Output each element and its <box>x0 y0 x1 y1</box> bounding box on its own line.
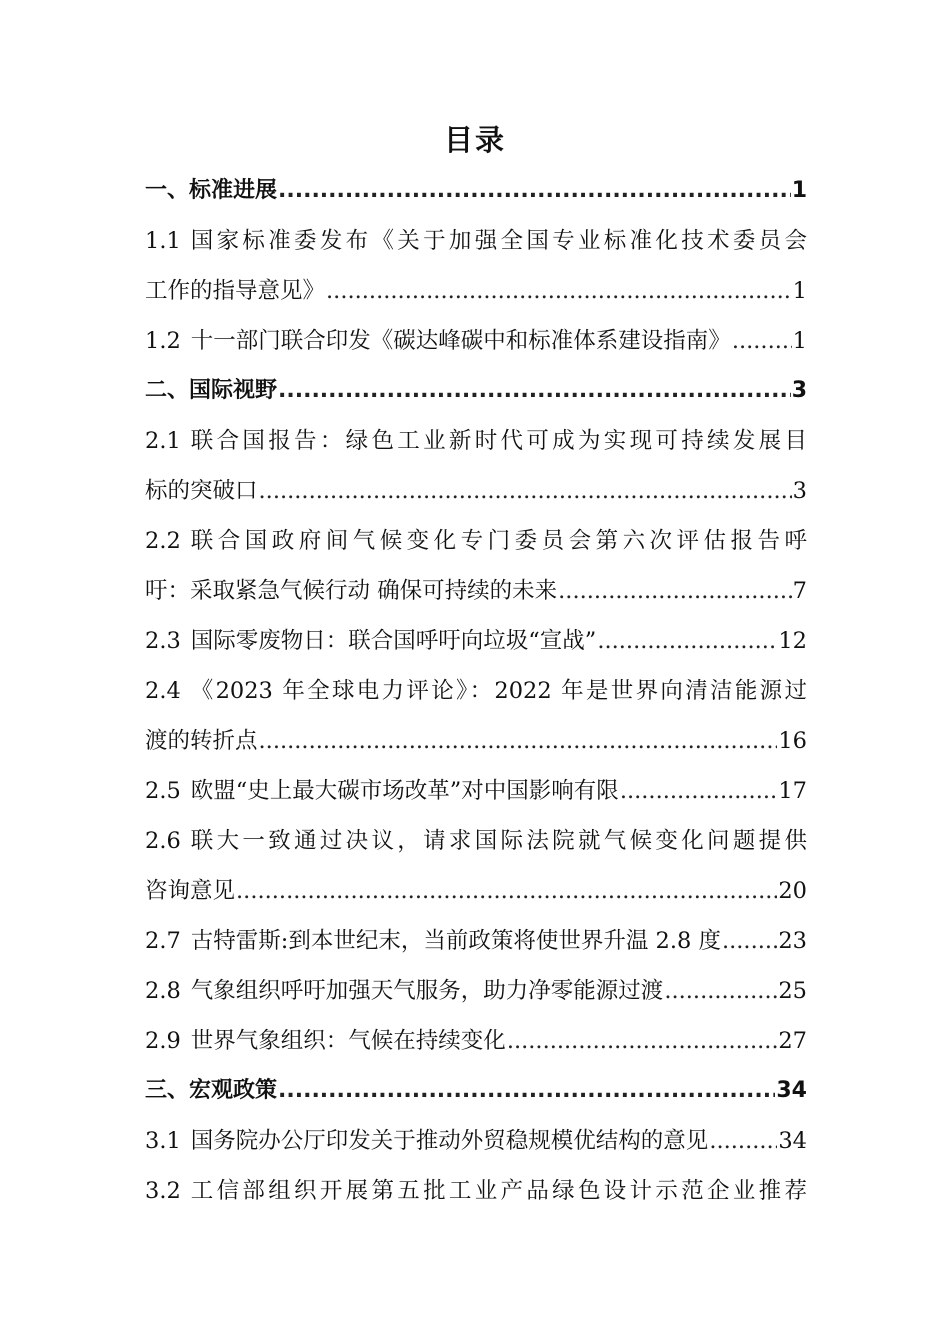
toc-page-number: 3 <box>791 378 807 403</box>
toc-entry-continuation[interactable] <box>145 866 807 916</box>
toc-entry-title: 欧盟“史上最大碳市场改革”对中国影响有限 <box>190 778 619 804</box>
toc-page-number: 1 <box>792 328 807 354</box>
toc-section-entry[interactable] <box>145 366 807 416</box>
toc-entry[interactable] <box>145 616 807 666</box>
toc-page-number: 17 <box>778 778 807 804</box>
toc-entry-title: 联合国报告：绿色工业新时代可成为实现可持续发展目 <box>190 428 807 454</box>
toc-entry[interactable] <box>145 816 807 866</box>
toc-entry[interactable] <box>145 916 807 966</box>
toc-dot-leader <box>722 916 777 966</box>
toc-entry[interactable] <box>145 1016 807 1066</box>
toc-entry-title: 吁：采取紧急气候行动 确保可持续的未来 <box>145 578 558 604</box>
toc-dot-leader <box>507 1016 778 1066</box>
toc-entry-number: 2.5 <box>145 778 181 804</box>
toc-entry-title: 一、标准进展 <box>145 178 278 203</box>
toc-page-number: 23 <box>778 928 807 954</box>
toc-dot-leader <box>558 566 792 616</box>
toc-dot-leader <box>259 466 792 516</box>
toc-page-number: 1 <box>792 278 807 304</box>
toc-entry-title: 气象组织呼吁加强天气服务，助力净零能源过渡 <box>190 978 664 1004</box>
toc-entry-number: 1.1 <box>145 228 181 254</box>
toc-dot-leader <box>236 866 777 916</box>
toc-dot-leader <box>664 966 777 1016</box>
toc-entry[interactable] <box>145 1116 807 1166</box>
toc-entry-title: 《2023 年全球电力评论》：2022 年是世界向清洁能源过 <box>190 678 807 704</box>
toc-entry-title: 国际零废物日：联合国呼吁向垃圾“宣战” <box>190 628 597 654</box>
toc-entry[interactable] <box>145 766 807 816</box>
toc-entry[interactable] <box>145 316 807 366</box>
toc-entry-number: 2.4 <box>145 678 181 704</box>
toc-entry-title: 咨询意见 <box>145 878 236 904</box>
toc-entry-title: 标的突破口 <box>145 478 258 504</box>
toc-entry-number: 2.8 <box>145 978 181 1004</box>
toc-entry-title: 渡的转折点 <box>145 728 258 754</box>
toc-entry[interactable] <box>145 516 807 566</box>
toc-dot-leader <box>278 166 791 216</box>
toc-entry[interactable] <box>145 1166 807 1216</box>
toc-entry-number: 2.6 <box>145 828 181 854</box>
toc-dot-leader <box>326 266 792 316</box>
toc-section-entry[interactable] <box>145 1066 807 1116</box>
toc-entry-title: 工信部组织开展第五批工业产品绿色设计示范企业推荐 <box>190 1178 807 1204</box>
toc-entry-title: 古特雷斯:到本世纪末，当前政策将使世界升温 2.8 度 <box>190 928 721 954</box>
toc-entry-number: 2.7 <box>145 928 181 954</box>
toc-entry[interactable] <box>145 666 807 716</box>
toc-dot-leader <box>278 366 791 416</box>
toc-page-number: 34 <box>778 1128 807 1154</box>
toc-page-number: 25 <box>778 978 807 1004</box>
toc-entry-number: 2.9 <box>145 1028 181 1054</box>
toc-dot-leader <box>620 766 778 816</box>
toc-entry-number: 1.2 <box>145 328 181 354</box>
toc-entry[interactable] <box>145 416 807 466</box>
toc-entry[interactable] <box>145 216 807 266</box>
toc-title: 目录 <box>443 123 506 157</box>
toc-entry-title: 联大一致通过决议，请求国际法院就气候变化问题提供 <box>190 828 807 854</box>
toc-page-number: 16 <box>778 728 807 754</box>
toc-page-number: 34 <box>776 1078 807 1103</box>
toc-section-entry[interactable] <box>145 166 807 216</box>
toc-page-number: 7 <box>792 578 807 604</box>
toc-entry-title: 世界气象组织：气候在持续变化 <box>190 1028 506 1054</box>
toc-entry-title: 二、国际视野 <box>145 378 278 403</box>
toc-page-number: 20 <box>778 878 807 904</box>
table-of-contents <box>145 166 807 1216</box>
toc-entry-continuation[interactable] <box>145 466 807 516</box>
toc-entry-number: 2.3 <box>145 628 181 654</box>
toc-entry-number: 3.1 <box>145 1128 181 1154</box>
toc-dot-leader <box>597 616 777 666</box>
toc-dot-leader <box>278 1066 775 1116</box>
toc-entry[interactable] <box>145 966 807 1016</box>
toc-page-number: 1 <box>791 178 807 203</box>
toc-entry-number: 3.2 <box>145 1178 181 1204</box>
toc-entry-title: 十一部门联合印发《碳达峰碳中和标准体系建设指南》 <box>190 328 731 354</box>
toc-entry-title: 工作的指导意见》 <box>145 278 326 304</box>
toc-entry-title: 联合国政府间气候变化专门委员会第六次评估报告呼 <box>190 528 807 554</box>
toc-dot-leader <box>709 1116 777 1166</box>
toc-entry-number: 2.1 <box>145 428 181 454</box>
toc-entry-title: 国务院办公厅印发关于推动外贸稳规模优结构的意见 <box>190 1128 709 1154</box>
toc-entry-title: 三、宏观政策 <box>145 1078 278 1103</box>
toc-page-number: 27 <box>778 1028 807 1054</box>
toc-page-number: 12 <box>778 628 807 654</box>
toc-page-number: 3 <box>792 478 807 504</box>
toc-dot-leader <box>259 716 778 766</box>
toc-entry-number: 2.2 <box>145 528 181 554</box>
toc-entry-continuation[interactable] <box>145 566 807 616</box>
toc-entry-continuation[interactable] <box>145 716 807 766</box>
toc-entry-continuation[interactable] <box>145 266 807 316</box>
toc-dot-leader <box>732 316 792 366</box>
toc-entry-title: 国家标准委发布《关于加强全国专业标准化技术委员会 <box>190 228 807 254</box>
